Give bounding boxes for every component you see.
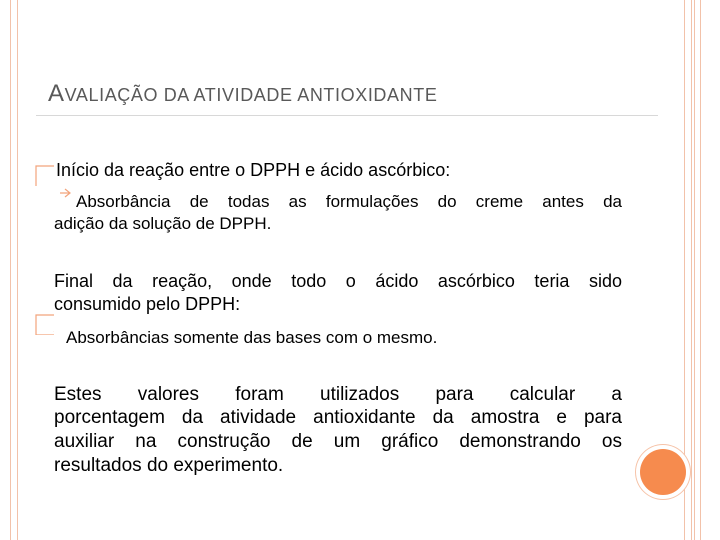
bullet-2-label-line1: Final da reação, onde todo o ácido ascórbico teria sido [54, 271, 622, 291]
slide-title-cap: A [48, 80, 65, 107]
slide-side-strip [694, 0, 701, 540]
bullet-1-sub-line1: Absorbância de todas as formulações do creme antes da [76, 192, 622, 211]
bullet-connector-icon [34, 164, 54, 186]
decorative-circle [640, 449, 686, 495]
bullet-2-label-line2: consumido pelo DPPH: [54, 294, 241, 314]
title-divider [36, 115, 658, 116]
paragraph-line-2: porcentagem da atividade antioxidante da amostra e para [54, 407, 622, 428]
bullet-2-sub: Absorbâncias somente das bases com o mesmo. [66, 328, 438, 347]
bullet-connector-icon [34, 313, 54, 335]
bullet-1-label: Início da reação entre o DPPH e ácido ascórbico: [56, 160, 451, 180]
paragraph-line-3: auxiliar na construção de um gráfico demonstrando os [54, 431, 622, 452]
paragraph-line-1: Estes valores foram utilizados para calcular a [54, 384, 622, 405]
slide-title [48, 80, 437, 108]
paragraph-line-4: resultados do experimento. [54, 455, 284, 476]
bullet-1-sub-line2: adição da solução de DPPH. [54, 214, 272, 233]
slide-title-rest: VALIAÇÃO DA ATIVIDADE ANTIOXIDANTE [64, 85, 438, 105]
